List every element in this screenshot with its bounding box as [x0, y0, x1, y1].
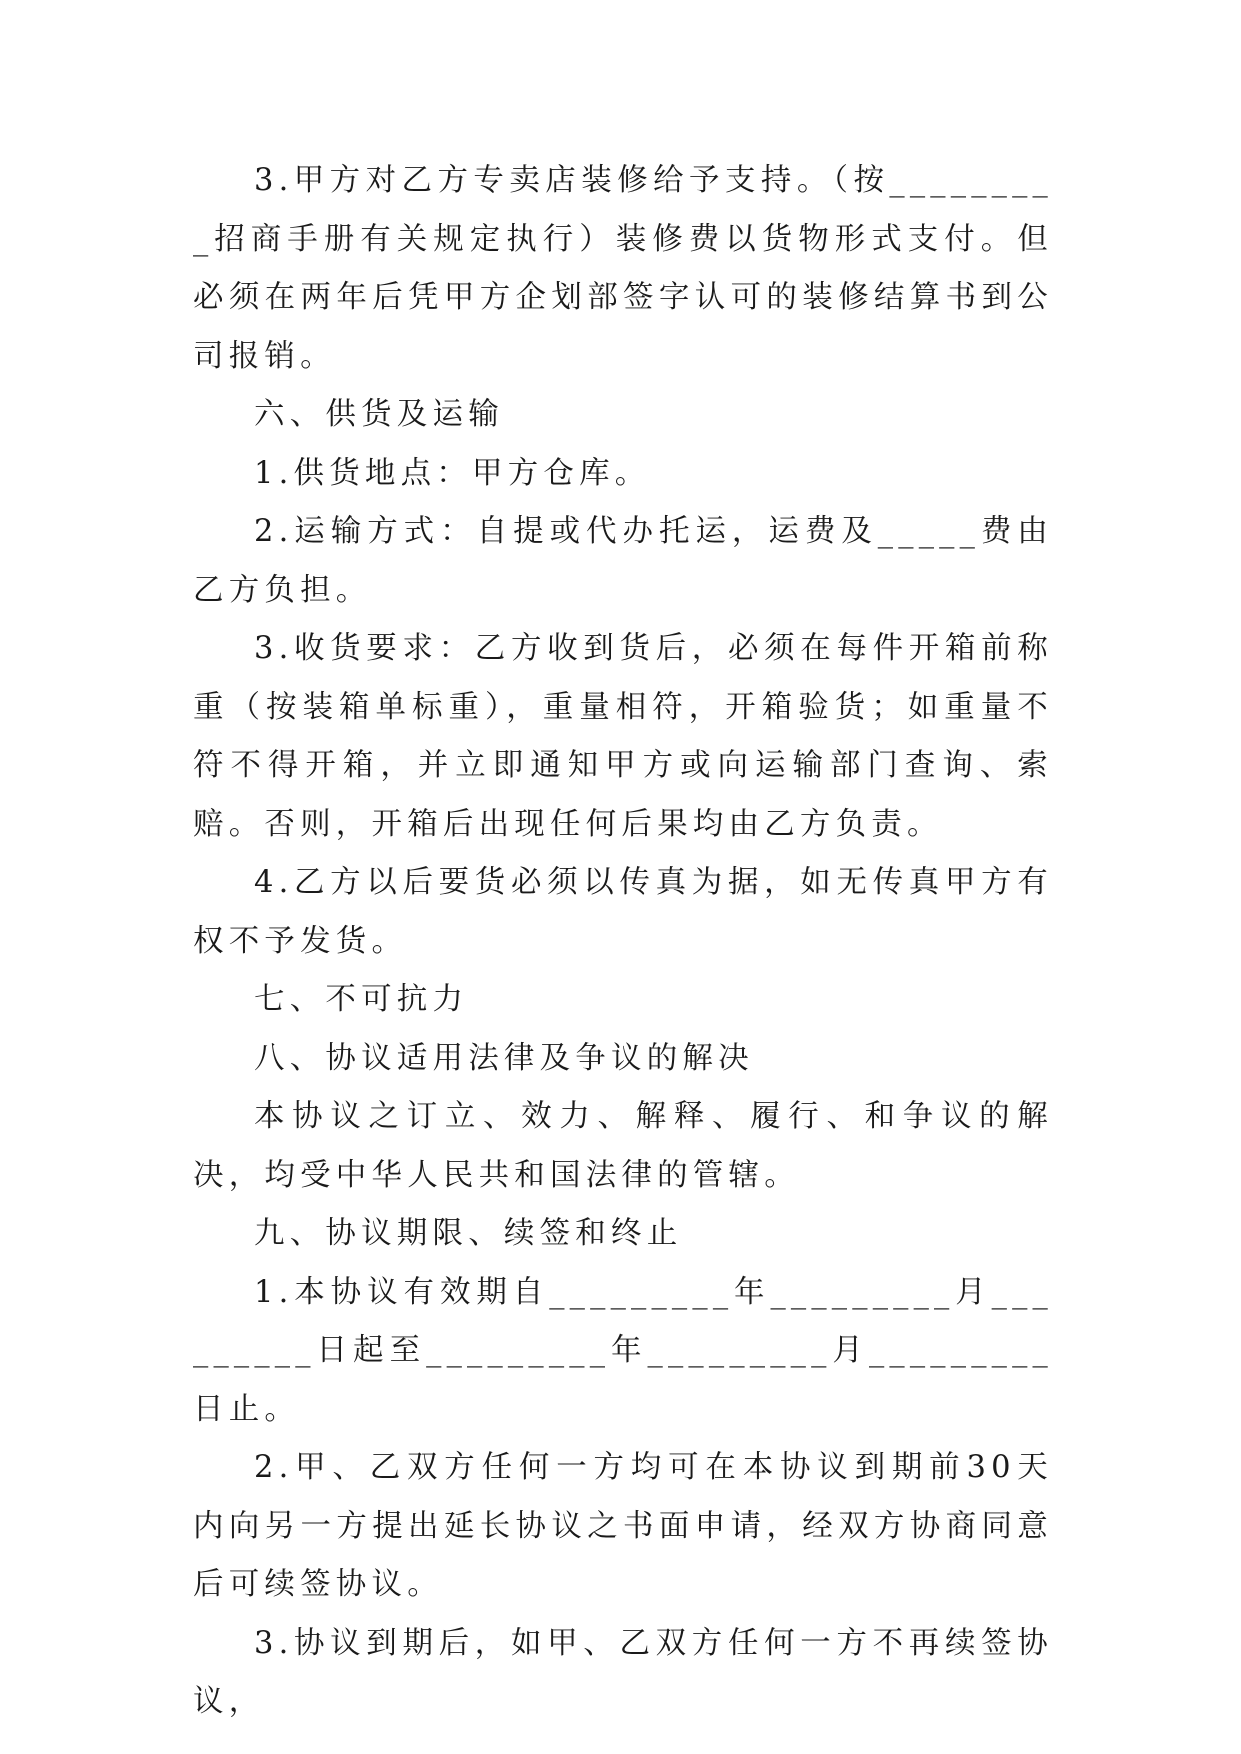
paragraph-decoration-support: 3.甲方对乙方专卖店装修给予支持。（按_________招商手册有关规定执行）装修费以货物形式支付。但必须在两年后凭甲方企划部签字认可的装修结算书到公司报销。 — [193, 163, 1053, 374]
paragraph-governing-law: 本协议之订立、效力、解释、履行、和争议的解决，均受中华人民共和国法律的管辖。 — [193, 1099, 1053, 1193]
section-heading-governing-law: 八、协议适用法律及争议的解决 — [254, 1040, 754, 1076]
paragraph-renewal-application: 2.甲、乙双方任何一方均可在本协议到期前30天内向另一方提出延长协议之书面申请，经双方协商同意后可续签协议。 — [193, 1450, 1053, 1602]
paragraph-validity-period: 1.本协议有效期自_________年_________月_________日起至_________年_________月_________日止。 — [193, 1274, 1053, 1427]
section-heading-supply-transport: 六、供货及运输 — [254, 397, 504, 432]
section-heading-term-renewal: 九、协议期限、续签和终止 — [254, 1216, 683, 1251]
paragraph-fax-orders: 4.乙方以后要货必须以传真为据，如无传真甲方有权不予发货。 — [193, 865, 1053, 959]
document-body — [193, 152, 1053, 1732]
paragraph-expiry: 3.协议到期后，如甲、乙双方任何一方不再续签协议， — [193, 1625, 1053, 1719]
paragraph-receiving-requirements: 3.收货要求：乙方收到货后，必须在每件开箱前称重（按装箱单标重），重量相符，开箱验货；如重量不符不得开箱，并立即通知甲方或向运输部门查询、索赔。否则，开箱后出现任何后果均由乙方负责。 — [193, 631, 1053, 842]
section-heading-force-majeure: 七、不可抗力 — [254, 982, 469, 1017]
paragraph-transport-method: 2.运输方式：自提或代办托运，运费及_____费由乙方负担。 — [193, 514, 1053, 608]
paragraph-supply-location: 1.供货地点：甲方仓库。 — [254, 455, 651, 491]
